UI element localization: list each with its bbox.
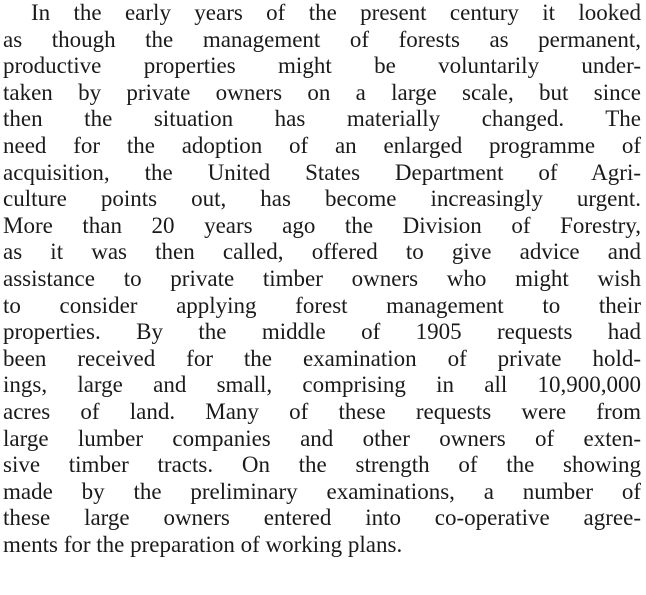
text-line-16: acres of land. Many of these requests were from bbox=[3, 398, 641, 424]
text-line-10: as it was then called, offered to give advice and bbox=[3, 239, 641, 265]
text-line-6: need for the adoption of an enlarged programme of bbox=[3, 132, 641, 158]
text-line-3: productive properties might be voluntarily under- bbox=[3, 53, 641, 79]
text-line-9: More than 20 years ago the Division of Forestry, bbox=[3, 212, 641, 238]
text-line-18: sive timber tracts. On the strength of the showing bbox=[3, 452, 641, 478]
text-line-7: acquisition, the United States Department of Agri- bbox=[3, 159, 641, 185]
text-line-2: as though the management of forests as permanent, bbox=[3, 26, 641, 52]
text-line-14: been received for the examination of private hold- bbox=[3, 345, 641, 371]
text-line-17: large lumber companies and other owners of exten- bbox=[3, 425, 641, 451]
text-line-20: these large owners entered into co-operative agree- bbox=[3, 505, 641, 531]
text-line-19: made by the preliminary examinations, a number of bbox=[3, 478, 641, 504]
text-line-1: In the early years of the present century it looked bbox=[31, 0, 641, 25]
text-line-5: then the situation has materially changed. The bbox=[3, 106, 641, 132]
text-line-4: taken by private owners on a large scale, but since bbox=[3, 79, 641, 105]
text-line-21: ments for the preparation of working plans. bbox=[3, 531, 403, 557]
body-paragraph bbox=[3, 0, 641, 558]
text-line-15: ings, large and small, comprising in all 10,900,000 bbox=[3, 372, 641, 398]
text-line-12: to consider applying forest management to their bbox=[3, 292, 641, 318]
text-line-8: culture points out, has become increasingly urgent. bbox=[3, 186, 641, 212]
text-line-11: assistance to private timber owners who might wish bbox=[3, 265, 641, 291]
text-line-13: properties. By the middle of 1905 requests had bbox=[3, 319, 641, 345]
